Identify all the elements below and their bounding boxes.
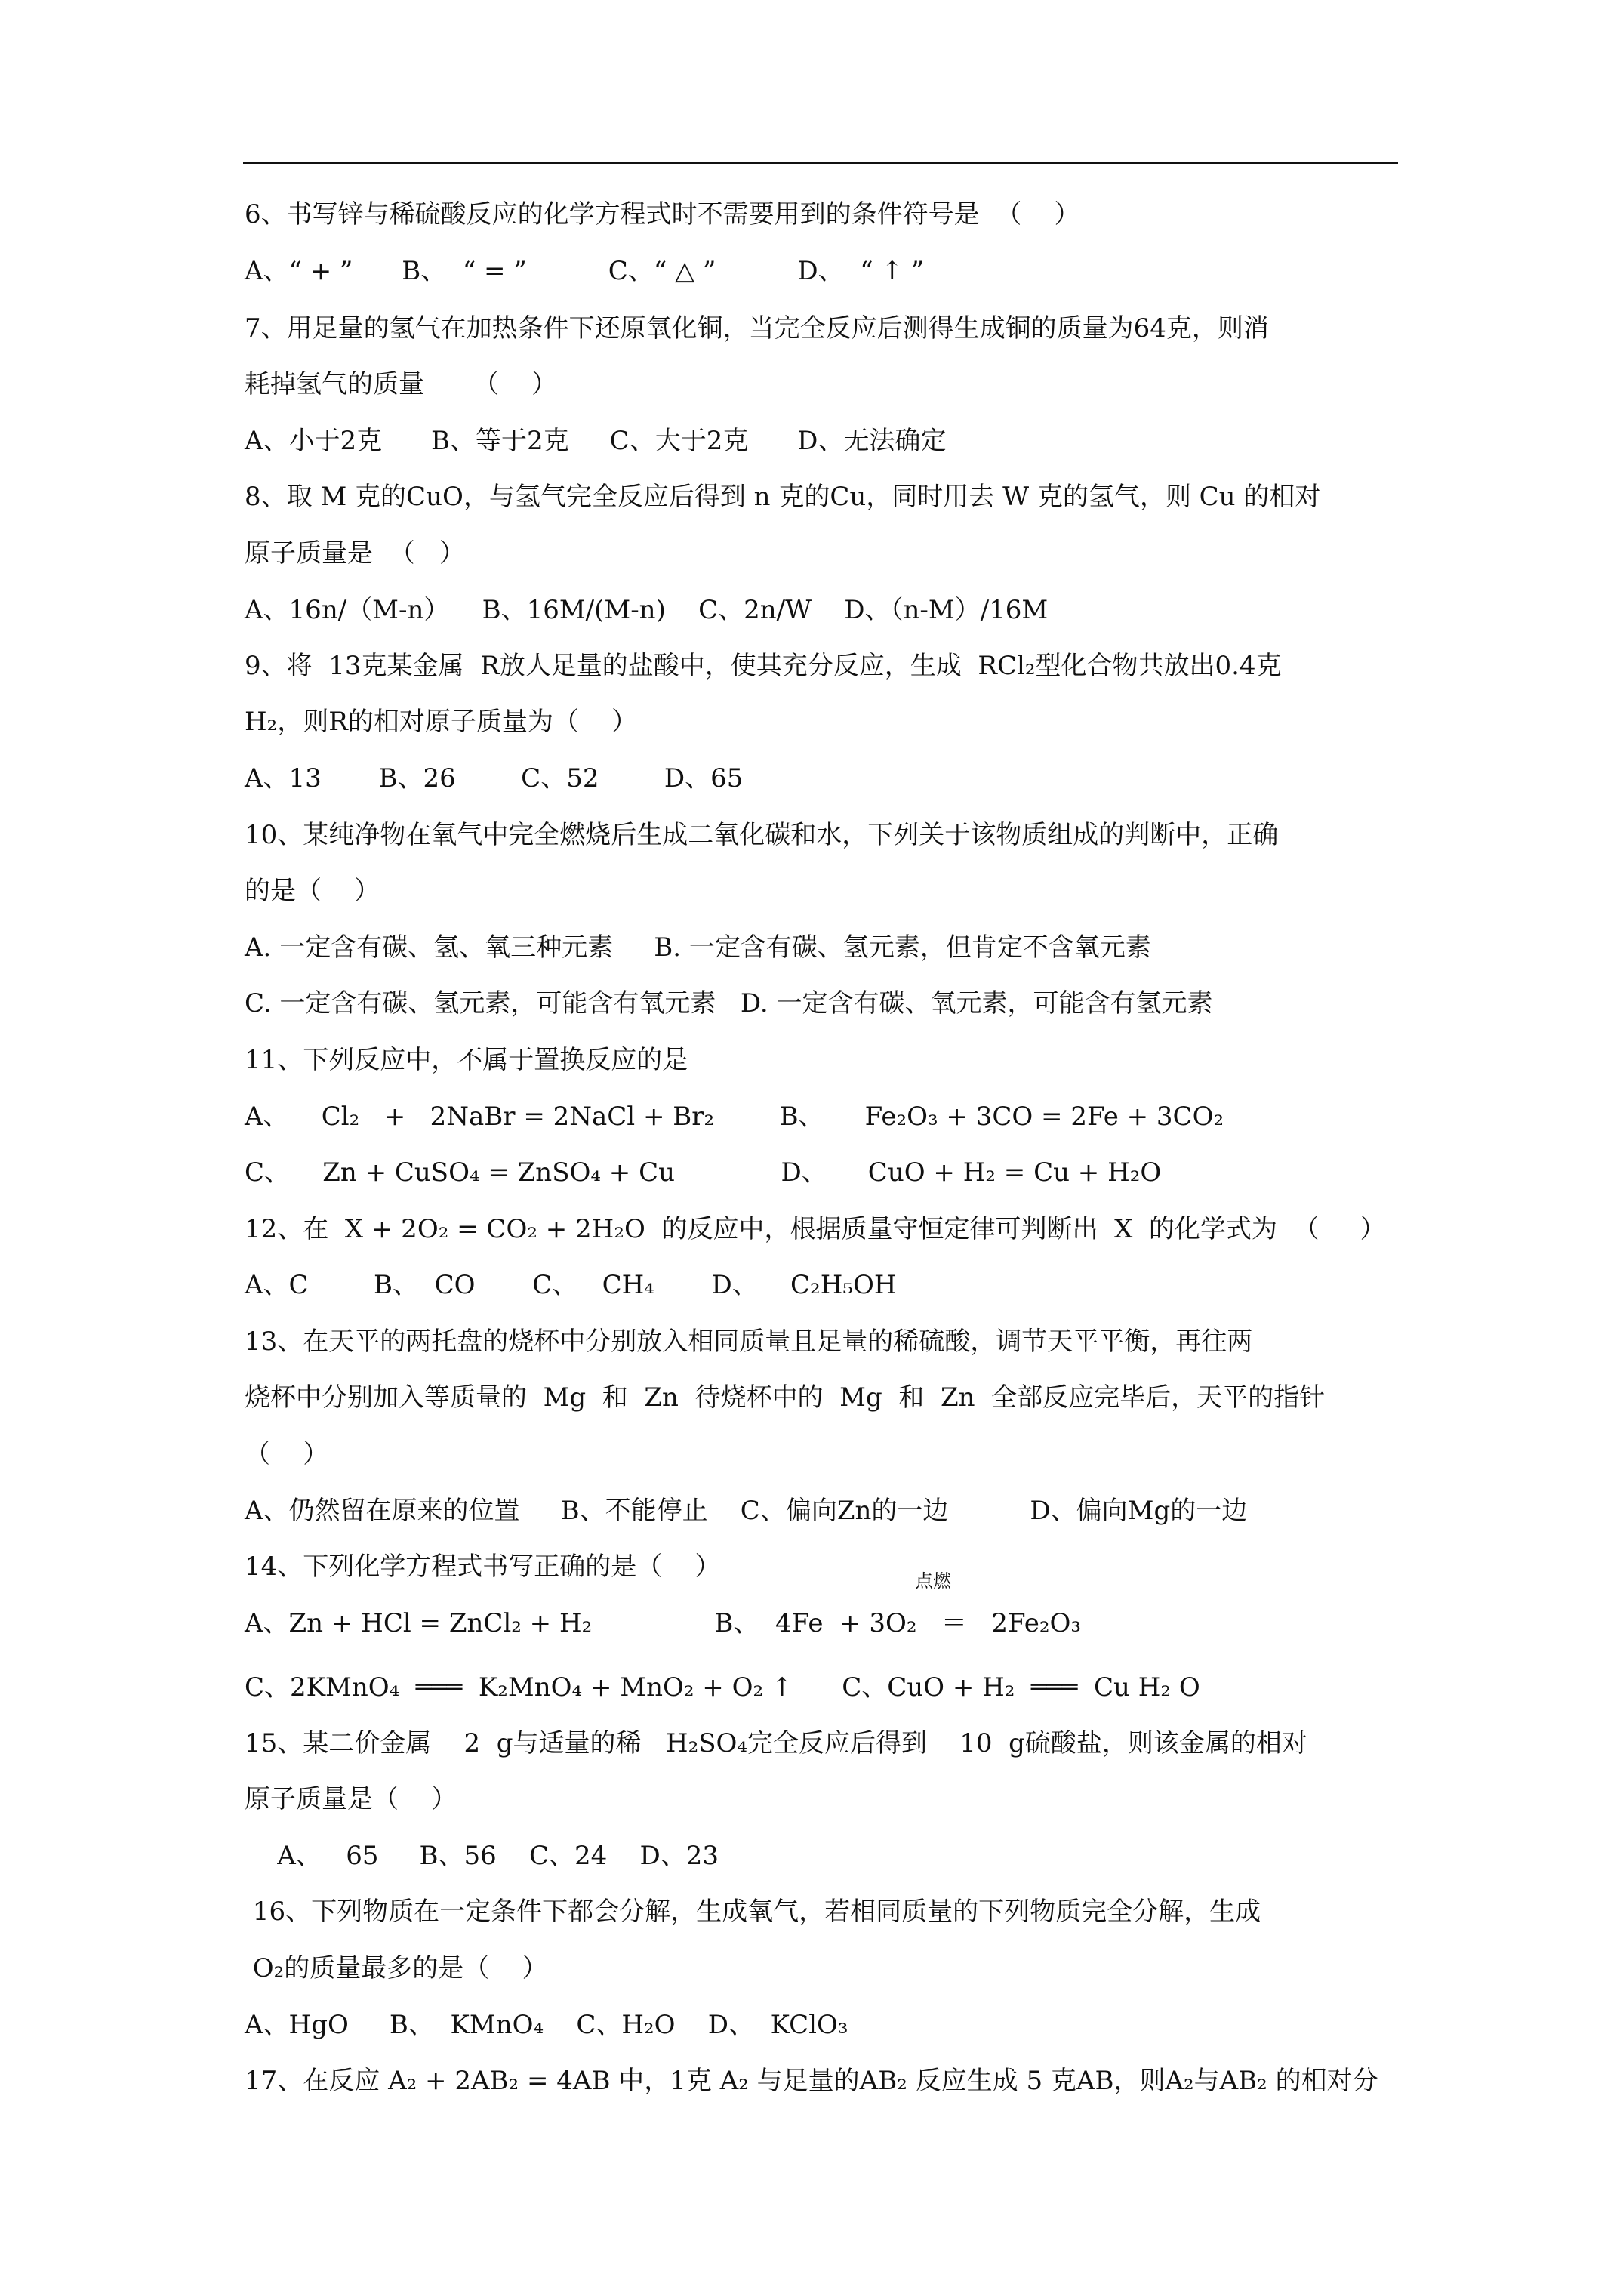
q10-stem-cont: 的是（ ） <box>245 876 380 906</box>
q7-stem-cont: 耗掉氢气的质量 （ ） <box>245 369 558 399</box>
q10-stem: 10、某纯净物在氧气中完全燃烧后生成二氧化碳和水，下列关于该物质组成的判断中，正确 <box>245 820 1279 850</box>
q6-stem: 6、书写锌与稀硫酸反应的化学方程式时不需要用到的条件符号是 （ ） <box>245 199 1080 230</box>
q14-options-ab: A、Zn + HCl = ZnCl₂ + H₂ B、 4Fe + 3O₂ ＝ 2Fe₂O₃ <box>245 1608 1081 1638</box>
q6-options: A、“ + ” B、 “ = ” C、“ △ ” D、 “ ↑ ” <box>245 256 925 286</box>
q13-stem: 13、在天平的两托盘的烧杯中分别放入相同质量且足量的稀硫酸，调节天平平衡，再往两 <box>245 1327 1253 1357</box>
reaction-condition-label: 点燃 <box>915 1570 951 1592</box>
q9-stem-cont: H₂，则R的相对原子质量为（ ） <box>245 707 638 737</box>
q12-options: A、C B、 CO C、 CH₄ D、 C₂H₅OH <box>245 1270 897 1300</box>
q11-stem: 11、下列反应中，不属于置换反应的是 <box>245 1045 688 1075</box>
q7-stem: 7、用足量的氢气在加热条件下还原氧化铜，当完全反应后测得生成铜的质量为64克，则消 <box>245 313 1269 344</box>
q7-options: A、小于2克 B、等于2克 C、大于2克 D、无法确定 <box>245 426 947 456</box>
q16-stem-cont: O₂的质量最多的是（ ） <box>245 1953 548 1983</box>
header-rule <box>243 162 1398 164</box>
q11-options-ab: A、 Cl₂ + 2NaBr = 2NaCl + Br₂ B、 Fe₂O₃ + 3CO = 2Fe + 3CO₂ <box>245 1102 1224 1132</box>
q12-stem: 12、在 X + 2O₂ = CO₂ + 2H₂O 的反应中，根据质量守恒定律可判断出 X 的化学式为 （ ） <box>245 1214 1386 1244</box>
q13-options: A、仍然留在原来的位置 B、不能停止 C、偏向Zn的一边 D、偏向Mg的一边 <box>245 1496 1248 1526</box>
q15-stem-cont: 原子质量是（ ） <box>245 1784 457 1814</box>
q13-stem-paren: （ ） <box>245 1439 329 1469</box>
q8-options: A、16n/（M-n） B、16M/(M-n) C、2n/W D、（n-M）/16M <box>245 595 1049 625</box>
q13-stem-cont: 烧杯中分别加入等质量的 Mg 和 Zn 待烧杯中的 Mg 和 Zn 全部反应完毕后，天平的指针 <box>245 1382 1326 1413</box>
q9-options: A、13 B、26 C、52 D、65 <box>245 763 744 794</box>
q16-stem: 16、下列物质在一定条件下都会分解，生成氧气，若相同质量的下列物质完全分解，生成 <box>245 1897 1261 1927</box>
q10-options-cd: C. 一定含有碳、氢元素，可能含有氧元素 D. 一定含有碳、氧元素，可能含有氢元素 <box>245 988 1213 1019</box>
q11-options-cd: C、 Zn + CuSO₄ = ZnSO₄ + Cu D、 CuO + H₂ = Cu + H₂O <box>245 1157 1162 1188</box>
q9-stem: 9、将 13克某金属 R放人足量的盐酸中，使其充分反应，生成 RCl₂型化合物共放出0.4克 <box>245 651 1282 681</box>
q8-stem: 8、取 M 克的CuO，与氢气完全反应后得到 n 克的Cu，同时用去 W 克的氢气，则 Cu 的相对 <box>245 482 1321 512</box>
q17-stem: 17、在反应 A₂ + 2AB₂ = 4AB 中，1克 A₂ 与足量的AB₂ 反应生成 5 克AB，则A₂与AB₂ 的相对分 <box>245 2066 1378 2096</box>
q14-options-cd: C、2KMnO₄ ═══ K₂MnO₄ + MnO₂ + O₂ ↑ C、CuO + H₂ ═══ Cu H₂ O <box>245 1672 1200 1703</box>
q14-stem: 14、下列化学方程式书写正确的是（ ） <box>245 1552 721 1582</box>
q15-options: A、 65 B、56 C、24 D、23 <box>245 1841 719 1871</box>
q10-options-ab: A. 一定含有碳、氢、氧三种元素 B. 一定含有碳、氢元素，但肯定不含氧元素 <box>245 932 1151 963</box>
q16-options: A、HgO B、 KMnO₄ C、H₂O D、 KClO₃ <box>245 2010 848 2040</box>
q8-stem-cont: 原子质量是 （ ） <box>245 538 466 569</box>
q15-stem: 15、某二价金属 2 g与适量的稀 H₂SO₄完全反应后得到 10 g硫酸盐，则该金属的相对 <box>245 1728 1307 1758</box>
